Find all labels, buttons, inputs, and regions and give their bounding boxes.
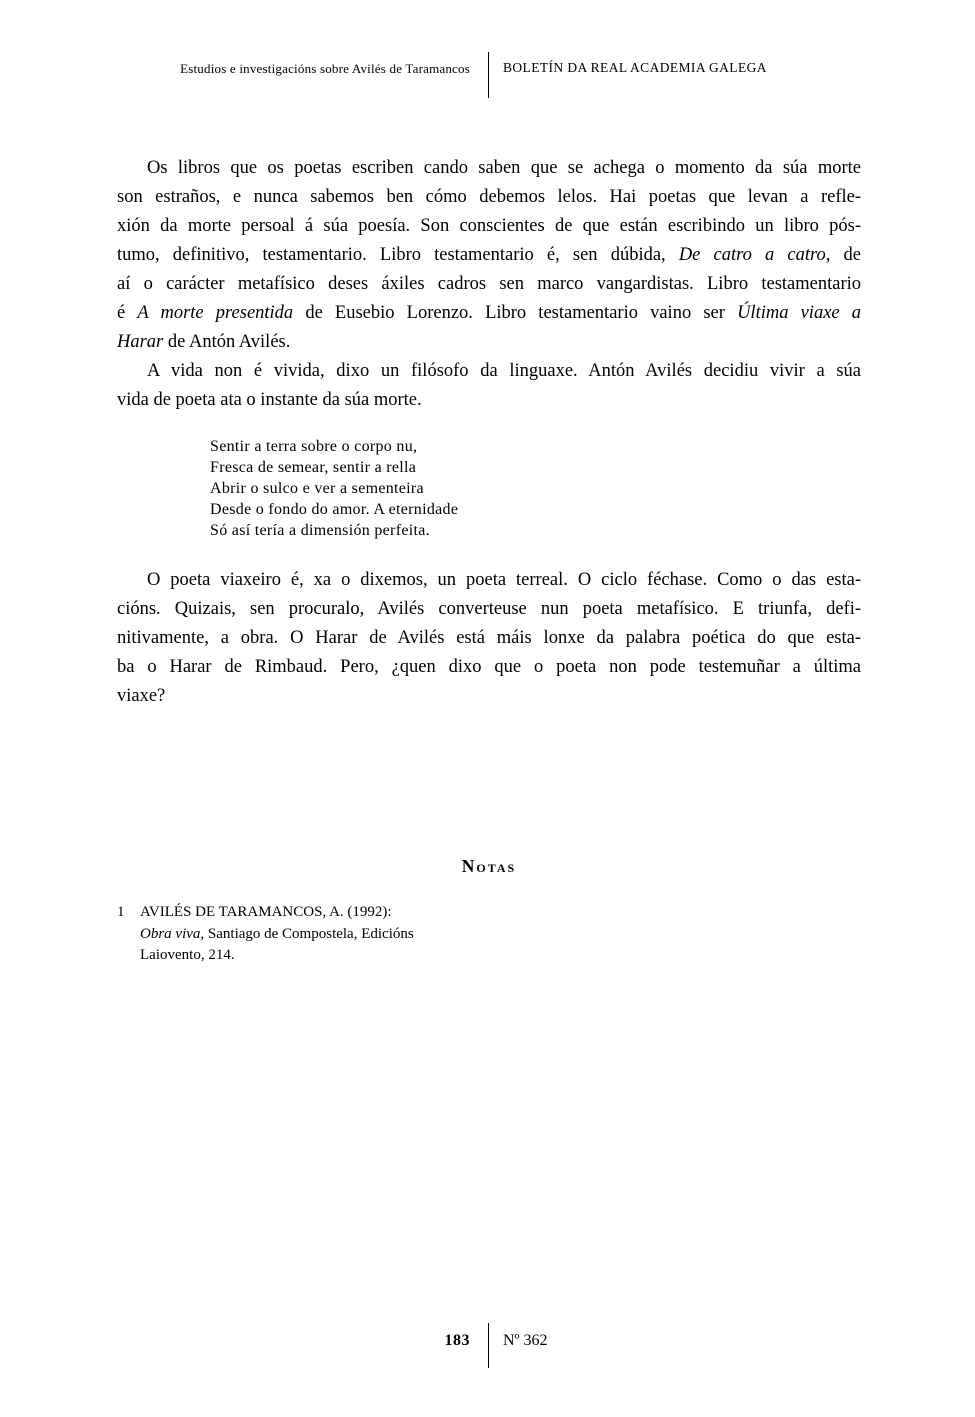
- footnote: [117, 902, 517, 967]
- paragraph-group-after-poem: [117, 566, 861, 711]
- text-line: Laiovento, 214.: [140, 947, 235, 963]
- text-line: Os libros que os poetas escriben cando saben que se achega o momento da súa morte: [147, 158, 861, 178]
- text-line: Desde o fondo do amor. A eternidade: [210, 501, 459, 518]
- header-divider: [488, 52, 489, 98]
- paragraph: [117, 566, 861, 711]
- text-line: A vida non é vivida, dixo un filósofo da linguaxe. Antón Avilés decidiu vivir a súa: [147, 361, 861, 381]
- text-line: nitivamente, a obra. O Harar de Avilés está máis lonxe da palabra poética do que esta-: [117, 628, 861, 648]
- page-number: 183: [444, 1332, 470, 1349]
- text-line: Harar de Antón Avilés.: [117, 332, 291, 352]
- text-line: vida de poeta ata o instante da súa morte.: [117, 390, 422, 410]
- text-line: tumo, definitivo, testamentario. Libro testamentario é, sen dúbida, De catro a catro, de: [117, 245, 862, 265]
- text-line: Fresca de semear, sentir a rella: [210, 459, 417, 476]
- footer-divider: [488, 1323, 489, 1368]
- text-line: é A morte presentida de Eusebio Lorenzo. Libro testamentario vaino ser Última viaxe a: [117, 303, 862, 323]
- footnote-text: [140, 902, 517, 967]
- text-line: Obra viva, Santiago de Compostela, Edicións: [140, 925, 414, 942]
- text-line: AVILÉS DE TARAMANCOS, A. (1992):: [140, 904, 392, 920]
- text-line: cións. Quizais, sen procuralo, Avilés converteuse nun poeta metafísico. E triunfa, defi-: [117, 599, 861, 619]
- issue-number: Nº 362: [503, 1332, 548, 1349]
- text-line: O poeta viaxeiro é, xa o dixemos, un poeta terreal. O ciclo féchase. Como o das esta-: [147, 570, 861, 590]
- text-line: Só así tería a dimensión perfeita.: [210, 522, 430, 539]
- journal-section-title: Estudios e investigacións sobre Avilés de Taramancos: [180, 61, 470, 76]
- text-line: xión da morte persoal á súa poesía. Son conscientes de que están escribindo un libro pós-: [117, 216, 861, 236]
- paragraph: [117, 357, 861, 415]
- article-body: [117, 154, 861, 711]
- paragraph: [117, 154, 861, 357]
- journal-title: BOLETÍN DA REAL ACADEMIA GALEGA: [503, 60, 767, 75]
- notes-list: [117, 902, 517, 967]
- footnote-number: 1: [117, 904, 125, 920]
- paragraph-group-before-poem: [117, 154, 861, 415]
- text-line: ba o Harar de Rimbaud. Pero, ¿quen dixo que o poeta non pode testemuñar a última: [117, 657, 861, 677]
- text-line: aí o carácter metafísico deses áxiles cadros sen marco vangardistas. Libro testamentario: [117, 274, 861, 294]
- text-line: son estraños, e nunca sabemos ben cómo debemos lelos. Hai poetas que levan a refle-: [117, 187, 861, 207]
- poem-quote: [210, 436, 861, 541]
- text-line: Sentir a terra sobre o corpo nu,: [210, 438, 418, 455]
- notes-heading: Notas: [461, 856, 517, 876]
- text-line: Abrir o sulco e ver a sementeira: [210, 480, 424, 497]
- text-line: viaxe?: [117, 686, 166, 706]
